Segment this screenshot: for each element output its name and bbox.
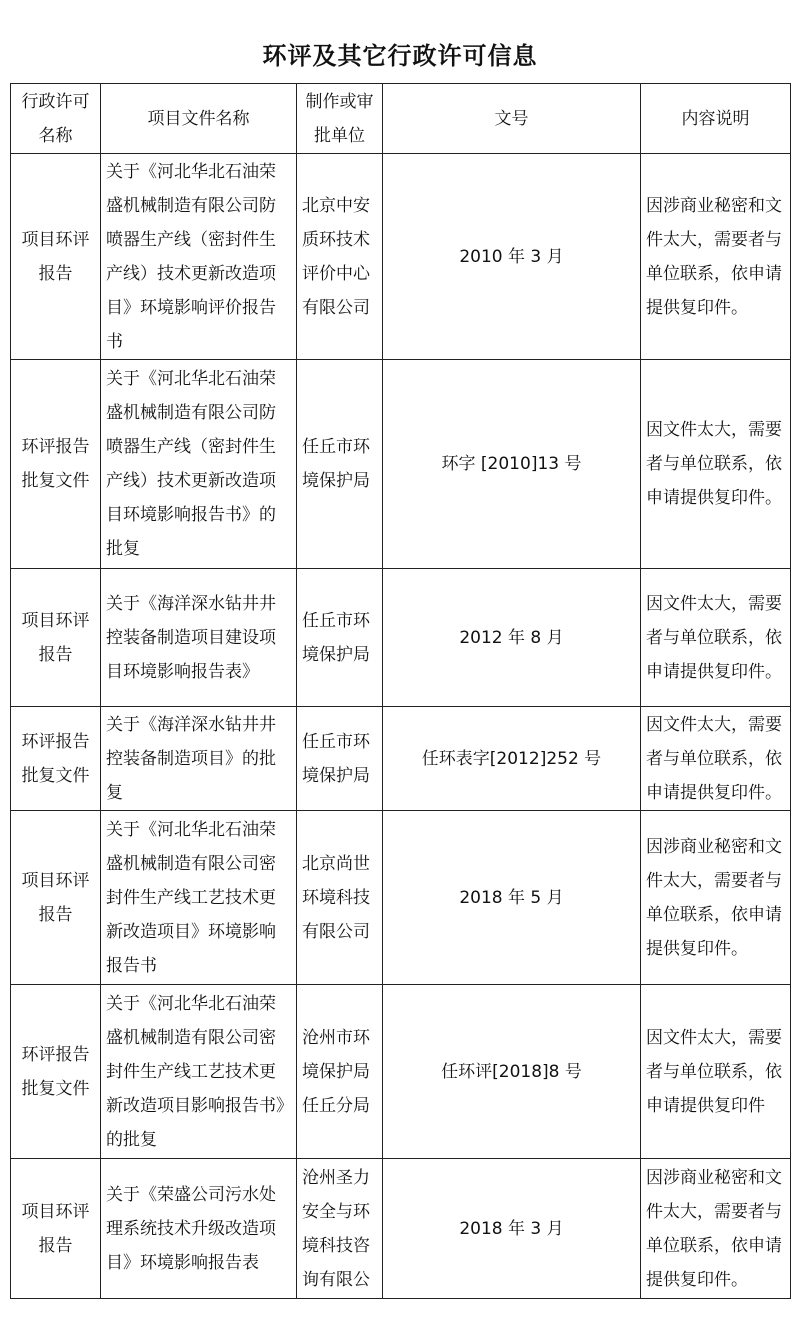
cell-doc-number: 2018 年 3 月 bbox=[383, 1159, 641, 1299]
table-row bbox=[11, 811, 791, 985]
column-header-document-name: 项目文件名称 bbox=[101, 84, 297, 154]
table-row bbox=[11, 1159, 791, 1299]
cell-description: 因涉商业秘密和文件太大，需要者与单位联系，依申请提供复印件。 bbox=[641, 1159, 791, 1299]
cell-permit-type: 环评报告批复文件 bbox=[11, 707, 101, 811]
cell-doc-number: 2018 年 5 月 bbox=[383, 811, 641, 985]
table-row bbox=[11, 360, 791, 569]
cell-issuer: 北京中安质环技术评价中心有限公司 bbox=[297, 154, 383, 360]
column-header-doc-number: 文号 bbox=[383, 84, 641, 154]
cell-document-name: 关于《荣盛公司污水处理系统技术升级改造项目》环境影响报告表 bbox=[101, 1159, 297, 1299]
table-header-row bbox=[11, 84, 791, 154]
cell-permit-type: 项目环评报告 bbox=[11, 569, 101, 707]
cell-description: 因文件太大，需要者与单位联系，依申请提供复印件。 bbox=[641, 360, 791, 569]
cell-document-name: 关于《河北华北石油荣盛机械制造有限公司防喷器生产线（密封件生产线）技术更新改造项目》环境影响评价报告书 bbox=[101, 154, 297, 360]
cell-description: 因文件太大，需要者与单位联系，依申请提供复印件。 bbox=[641, 569, 791, 707]
cell-permit-type: 环评报告批复文件 bbox=[11, 360, 101, 569]
cell-document-name: 关于《河北华北石油荣盛机械制造有限公司防喷器生产线（密封件生产线）技术更新改造项目环境影响报告书》的批复 bbox=[101, 360, 297, 569]
table-row bbox=[11, 985, 791, 1159]
permit-table bbox=[10, 83, 791, 1299]
cell-permit-type: 项目环评报告 bbox=[11, 811, 101, 985]
cell-issuer: 北京尚世环境科技有限公司 bbox=[297, 811, 383, 985]
cell-doc-number: 2012 年 8 月 bbox=[383, 569, 641, 707]
column-header-permit-type: 行政许可名称 bbox=[11, 84, 101, 154]
cell-doc-number: 任环表字[2012]252 号 bbox=[383, 707, 641, 811]
cell-permit-type: 项目环评报告 bbox=[11, 154, 101, 360]
cell-issuer: 任丘市环境保护局 bbox=[297, 569, 383, 707]
cell-issuer: 任丘市环境保护局 bbox=[297, 360, 383, 569]
cell-issuer: 沧州市环境保护局任丘分局 bbox=[297, 985, 383, 1159]
cell-permit-type: 项目环评报告 bbox=[11, 1159, 101, 1299]
cell-doc-number: 环字 [2010]13 号 bbox=[383, 360, 641, 569]
cell-permit-type: 环评报告批复文件 bbox=[11, 985, 101, 1159]
cell-description: 因涉商业秘密和文件太大，需要者与单位联系，依申请提供复印件。 bbox=[641, 811, 791, 985]
cell-description: 因文件太大，需要者与单位联系，依申请提供复印件。 bbox=[641, 707, 791, 811]
column-header-description: 内容说明 bbox=[641, 84, 791, 154]
cell-document-name: 关于《河北华北石油荣盛机械制造有限公司密封件生产线工艺技术更新改造项目影响报告书》的批复 bbox=[101, 985, 297, 1159]
cell-document-name: 关于《海洋深水钻井井控装备制造项目建设项目环境影响报告表》 bbox=[101, 569, 297, 707]
page-title: 环评及其它行政许可信息 bbox=[262, 42, 538, 70]
cell-issuer: 任丘市环境保护局 bbox=[297, 707, 383, 811]
table-row bbox=[11, 707, 791, 811]
cell-description: 因文件太大，需要者与单位联系，依申请提供复印件 bbox=[641, 985, 791, 1159]
cell-issuer: 沧州圣力安全与环境科技咨询有限公 bbox=[297, 1159, 383, 1299]
table-row bbox=[11, 569, 791, 707]
cell-doc-number: 任环评[2018]8 号 bbox=[383, 985, 641, 1159]
cell-description: 因涉商业秘密和文件太大，需要者与单位联系，依申请提供复印件。 bbox=[641, 154, 791, 360]
cell-document-name: 关于《河北华北石油荣盛机械制造有限公司密封件生产线工艺技术更新改造项目》环境影响报告书 bbox=[101, 811, 297, 985]
column-header-issuer: 制作或审批单位 bbox=[297, 84, 383, 154]
cell-doc-number: 2010 年 3 月 bbox=[383, 154, 641, 360]
cell-document-name: 关于《海洋深水钻井井控装备制造项目》的批复 bbox=[101, 707, 297, 811]
table-row bbox=[11, 154, 791, 360]
